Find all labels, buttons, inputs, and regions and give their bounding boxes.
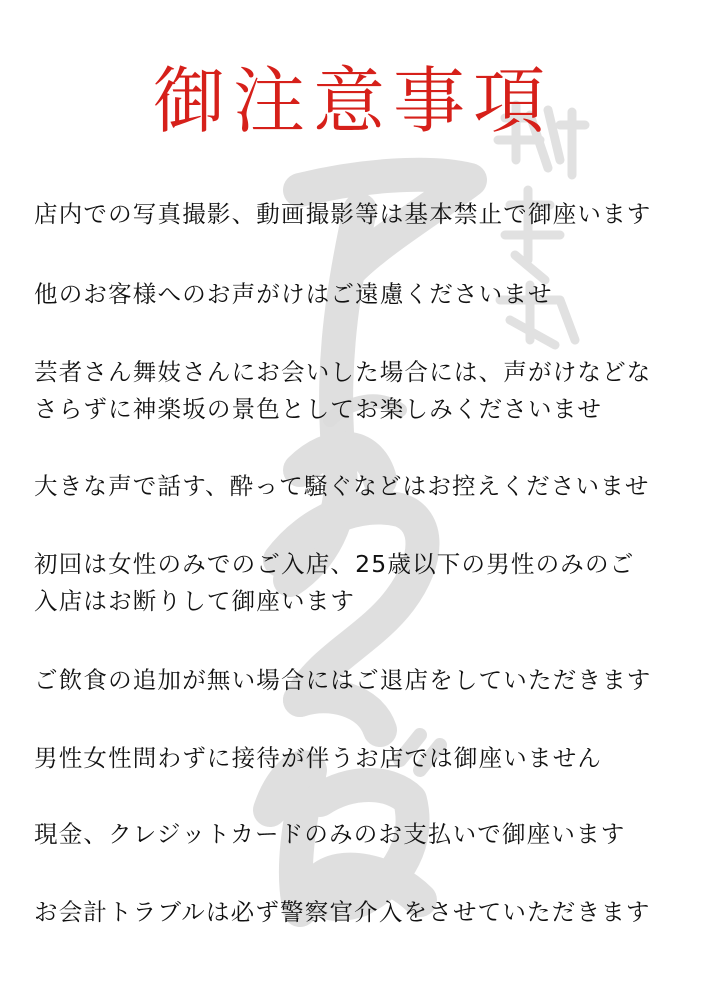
rule-item [34, 354, 694, 428]
rule-item [34, 894, 694, 931]
rule-line: さらずに神楽坂の景色としてお楽しみくださいませ [34, 395, 603, 423]
rule-item [34, 816, 694, 853]
rule-item [34, 196, 694, 233]
rule-line: 入店はお断りして御座います [34, 587, 356, 615]
rule-line: 男性女性問わずに接待が伴うお店では御座いません [34, 744, 603, 772]
rule-line: 初回は女性のみでのご入店、25歳以下の男性のみのご [34, 550, 635, 578]
page-title: 御注意事項 [152, 59, 553, 143]
rule-line: 大きな声で話す、酔って騒ぐなどはお控えくださいませ [34, 472, 650, 500]
rule-line: 現金、クレジットカードのみのお支払いで御座います [34, 820, 626, 848]
rule-item [34, 662, 694, 699]
rule-line: 他のお客様へのお声がけはご遠慮くださいませ [34, 280, 553, 308]
rule-line: ご飲食の追加が無い場合にはご退店をしていただきます [34, 666, 652, 694]
rule-line: 芸者さん舞妓さんにお会いした場合には、声がけなどな [34, 358, 652, 386]
rule-item [34, 546, 694, 620]
rule-item [34, 276, 694, 313]
rule-item [34, 740, 694, 777]
rule-item [34, 468, 694, 505]
rule-line: お会計トラブルは必ず警察官介入をさせていただきます [34, 898, 651, 926]
rule-line: 店内での写真撮影、動画撮影等は基本禁止で御座います [34, 200, 652, 228]
